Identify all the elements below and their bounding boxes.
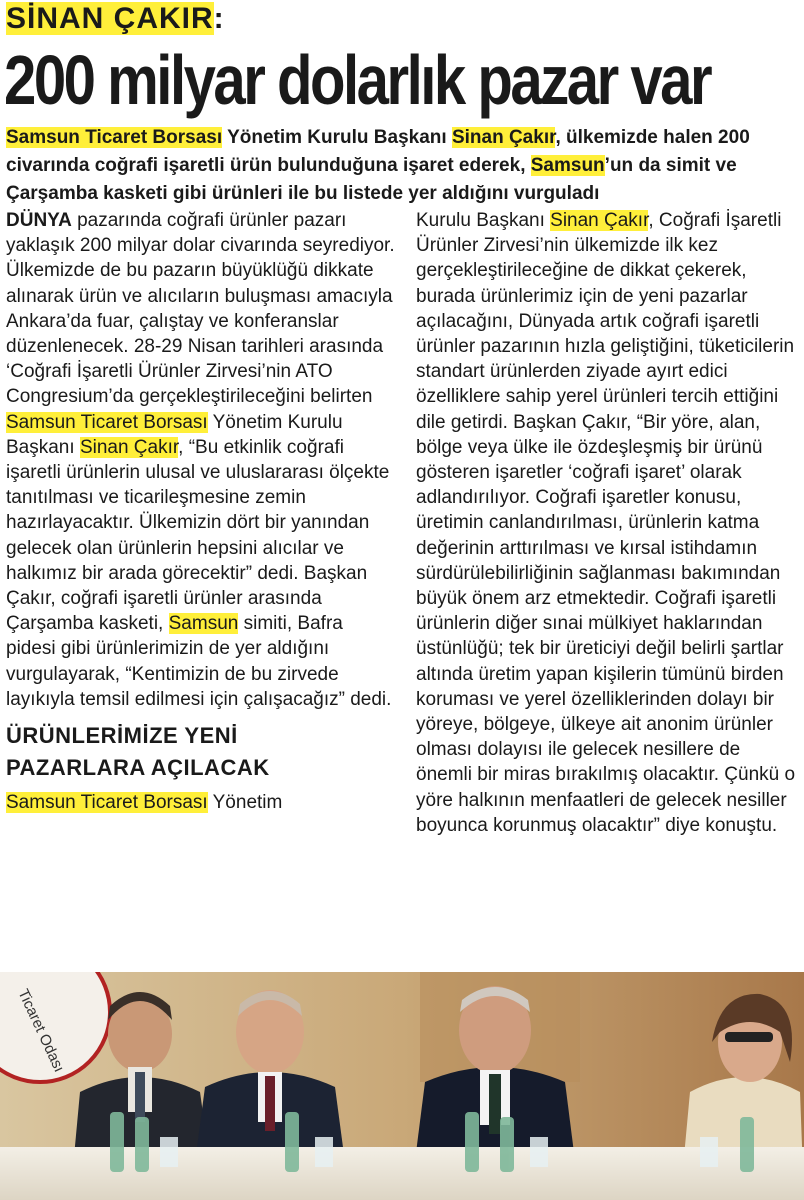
c1-seg: Yönetim Kurulu Başkanı: [6, 411, 343, 458]
c1-seg: Samsun Ticaret Borsası: [6, 411, 208, 433]
paragraph-2: [6, 790, 396, 815]
lede-seg: Sinan Çakır: [451, 127, 556, 148]
kicker-name: SİNAN ÇAKIR: [6, 2, 214, 35]
lede: [6, 124, 798, 208]
lede-seg: Yönetim Kurulu Başkanı: [222, 127, 452, 148]
lede-seg: Samsun Ticaret Borsası: [6, 127, 223, 148]
c1-seg: , “Bu etkinlik coğrafi işaretli ürünlerin ulusal ve uluslararası ölçekte tanıtılması ve ticarileşmesine zemin hazırlayacaktır. Ülkemizin dört bir yanından gelecek olan ürünlerin hepsini alıcılar ve halkımız bir arada görecektir” dedi. Başkan Çakır, coğrafi işaretli ürünler arasında Çarşamba kasketi,: [6, 436, 390, 635]
subhead-line-2: PAZARLARA AÇILACAK: [6, 755, 270, 781]
article-column-2: [416, 208, 800, 838]
c1-seg: pazarında coğrafi ürünler pazarı yaklaşık 200 milyar dolar civarında seyrediyor. Ülkemizde de bu pazarın büyüklüğü dikkate alınarak ürün ve alıcıların buluşması amacıyla Ankara’da fuar, çalıştay ve konferanslar düzenlenecek. 28-29 Nisan tarihleri arasında ‘Coğrafi İşaretli Ürünler Zirvesi’nin ATO Congresium’da gerçekleştirileceğini belirten: [6, 210, 395, 408]
c2-seg: Sinan Çakır: [550, 210, 649, 231]
subhead-line-1: ÜRÜNLERİMİZE YENİ: [6, 723, 238, 749]
kicker: [6, 2, 225, 36]
lead-word: DÜNYA: [6, 210, 72, 231]
lede-seg: ’un da simit ve Çarşamba kasketi gibi ürünleri ile bu listede yer aldığını vurguladı: [6, 155, 737, 204]
c2-seg: Kurulu Başkanı: [416, 210, 551, 231]
meeting-photo-image: [0, 972, 804, 1200]
c2-seg: , Coğrafi İşaretli Ürünler Zirvesi’nin ülkemizde ilk kez gerçekleştirileceğine de dikkat çekerek, burada ürünlerimiz için de yeni pazarlar açılacağını, Dünyada artık coğrafi işaretli ürünler pazarının hızla geliştiğini, tüketicilerin standart ürünlerden ziyade ayırt edici özelliklere sahip yerel ürünleri tercih ettiğini dile getirdi. Başkan Çakır, “Bir yöre, alan, bölge veya ülke ile özdeşleşmiş bir ürünü gösteren işaretler ‘coğrafi işaret’ olarak adlandırılıyor. Coğrafi işaretler konusu, üretimin canlandırılması, ürünlerin katma değerinin arttırılması ve kırsal istihdamın sürdürülebilirliğinin sağlanması bakımından büyük önem arz etmektedir. Coğrafi işaretli ürünlerin diğer sınai mülkiyet haklarından üstünlüğü; tek bir üreticiyi değil belirli şartlar altında üretim yapan kişilerin tümünü birden koruması ve yerel özelliklerinden dolayı bir yöreye, bölgeye, ülkeye ait anonim ürünler olması dolayısı ile gelecek nesillere de önemli bir miras bırakılmış olacaktır. Çünkü o yöre halkının menfaatleri de gelecek nesiller boyunca korunmuş olacaktır” diye konuştu.: [416, 210, 796, 836]
headline: 200 milyar dolarlık pazar var: [4, 41, 711, 119]
article-column-1: [6, 208, 396, 815]
c1-seg: simiti, Bafra pidesi gibi ürünlerimizin de yer aldığını vurgulayarak, “Kentimizin de bu zirvede layıkıyla temsil edilmesi için çalışacağız” dedi.: [6, 613, 392, 710]
lede-seg: Samsun: [530, 155, 605, 176]
logo-text: Ticaret Odası: [14, 986, 68, 1075]
kicker-colon: :: [213, 2, 225, 35]
subhead: [6, 720, 396, 784]
c1-tail-seg: Samsun Ticaret Borsası: [6, 792, 208, 814]
paragraph-3: [416, 208, 800, 838]
c1-seg: Samsun: [168, 613, 239, 635]
lede-seg: , ülkemizde halen 200 civarında coğrafi işaretli ürün bulunduğuna işaret ederek,: [6, 127, 750, 176]
c1-seg: Sinan Çakır: [79, 436, 179, 458]
c1-tail-seg: Yönetim: [207, 792, 283, 814]
meeting-photo: [0, 972, 804, 1200]
paragraph-1: [6, 208, 396, 712]
